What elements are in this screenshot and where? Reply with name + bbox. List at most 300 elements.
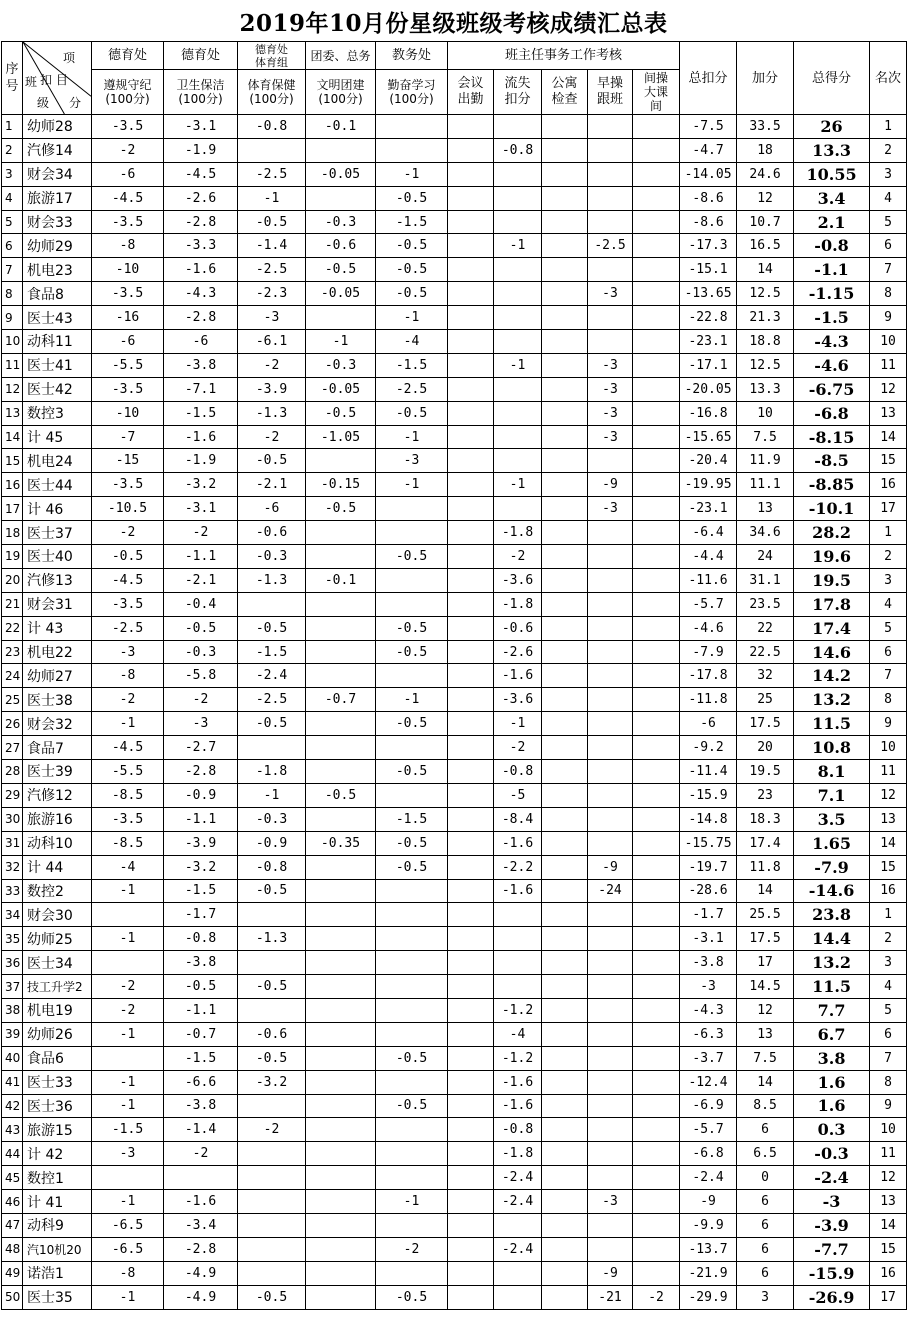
cell-plus: 10 bbox=[737, 401, 794, 425]
cell-total: -3.9 bbox=[794, 1213, 870, 1237]
table-header bbox=[2, 42, 907, 115]
table-row bbox=[2, 879, 907, 903]
header-plus: 加分 bbox=[737, 42, 794, 115]
table-row bbox=[2, 1190, 907, 1214]
cell-plus: 32 bbox=[737, 664, 794, 688]
cell-jiancao bbox=[633, 640, 680, 664]
cell-zunji: -0.5 bbox=[92, 545, 164, 569]
table-row bbox=[2, 903, 907, 927]
cell-wenming: -0.15 bbox=[306, 473, 376, 497]
cell-tiyu: -1.3 bbox=[238, 927, 306, 951]
cell-total: -15.9 bbox=[794, 1261, 870, 1285]
cell-jiancao bbox=[633, 998, 680, 1022]
cell-total-deduction: -8.6 bbox=[680, 186, 737, 210]
cell-gongyu bbox=[542, 1118, 588, 1142]
cell-jiancao bbox=[633, 736, 680, 760]
cell-huiyi bbox=[448, 1094, 494, 1118]
cell-qinfen bbox=[376, 1022, 448, 1046]
table-row bbox=[2, 306, 907, 330]
cell-rank: 6 bbox=[870, 1022, 907, 1046]
cell-class: 机电23 bbox=[23, 258, 92, 282]
cell-wenming: -0.5 bbox=[306, 497, 376, 521]
cell-total: -8.15 bbox=[794, 425, 870, 449]
table-row bbox=[2, 807, 907, 831]
cell-liushi: -1 bbox=[494, 473, 542, 497]
cell-total: -6.75 bbox=[794, 377, 870, 401]
cell-class: 医士33 bbox=[23, 1070, 92, 1094]
table-row bbox=[2, 712, 907, 736]
cell-tiyu: -0.5 bbox=[238, 449, 306, 473]
cell-seq: 29 bbox=[2, 783, 23, 807]
cell-wenming: -0.5 bbox=[306, 783, 376, 807]
cell-plus: 18.3 bbox=[737, 807, 794, 831]
cell-qinfen: -1.5 bbox=[376, 807, 448, 831]
cell-rank: 15 bbox=[870, 855, 907, 879]
cell-qinfen bbox=[376, 115, 448, 139]
table-row bbox=[2, 425, 907, 449]
cell-tiyu: -3.9 bbox=[238, 377, 306, 401]
cell-class: 医士39 bbox=[23, 760, 92, 784]
cell-weisheng: -3.2 bbox=[164, 855, 238, 879]
cell-zaocao bbox=[588, 712, 633, 736]
cell-huiyi bbox=[448, 330, 494, 354]
cell-zunji: -1 bbox=[92, 1285, 164, 1309]
cell-wenming bbox=[306, 1213, 376, 1237]
table-row bbox=[2, 545, 907, 569]
cell-plus: 22 bbox=[737, 616, 794, 640]
cell-plus: 10.7 bbox=[737, 210, 794, 234]
cell-rank: 7 bbox=[870, 664, 907, 688]
cell-tiyu bbox=[238, 736, 306, 760]
cell-wenming bbox=[306, 1118, 376, 1142]
cell-zaocao bbox=[588, 1166, 633, 1190]
cell-class: 计 41 bbox=[23, 1190, 92, 1214]
cell-plus: 23 bbox=[737, 783, 794, 807]
cell-rank: 9 bbox=[870, 712, 907, 736]
cell-weisheng: -3.8 bbox=[164, 1094, 238, 1118]
cell-zunji: -3.5 bbox=[92, 592, 164, 616]
cell-rank: 4 bbox=[870, 186, 907, 210]
cell-plus: 25 bbox=[737, 688, 794, 712]
cell-gongyu bbox=[542, 282, 588, 306]
cell-plus: 24 bbox=[737, 545, 794, 569]
cell-seq: 41 bbox=[2, 1070, 23, 1094]
cell-tiyu: -6.1 bbox=[238, 330, 306, 354]
cell-plus: 6 bbox=[737, 1213, 794, 1237]
cell-class: 数控1 bbox=[23, 1166, 92, 1190]
header-dept-deyu-tiyu: 德育处体育组 bbox=[238, 42, 306, 70]
cell-gongyu bbox=[542, 951, 588, 975]
cell-seq: 43 bbox=[2, 1118, 23, 1142]
cell-weisheng: -1.7 bbox=[164, 903, 238, 927]
cell-weisheng: -4.3 bbox=[164, 282, 238, 306]
cell-liushi: -1.8 bbox=[494, 1142, 542, 1166]
cell-rank: 13 bbox=[870, 807, 907, 831]
cell-tiyu: -2.3 bbox=[238, 282, 306, 306]
cell-zaocao: -3 bbox=[588, 425, 633, 449]
cell-class: 机电19 bbox=[23, 998, 92, 1022]
cell-zaocao bbox=[588, 115, 633, 139]
table-row bbox=[2, 616, 907, 640]
cell-zunji: -3 bbox=[92, 1142, 164, 1166]
table-row bbox=[2, 951, 907, 975]
cell-zaocao bbox=[588, 568, 633, 592]
cell-total: 3.5 bbox=[794, 807, 870, 831]
table-row bbox=[2, 1070, 907, 1094]
cell-qinfen bbox=[376, 951, 448, 975]
cell-class: 医士40 bbox=[23, 545, 92, 569]
cell-total-deduction: -9.2 bbox=[680, 736, 737, 760]
cell-class: 机电22 bbox=[23, 640, 92, 664]
cell-zaocao bbox=[588, 330, 633, 354]
cell-wenming bbox=[306, 306, 376, 330]
cell-zaocao bbox=[588, 210, 633, 234]
cell-total: 7.1 bbox=[794, 783, 870, 807]
cell-total-deduction: -2.4 bbox=[680, 1166, 737, 1190]
cell-weisheng: -3.2 bbox=[164, 473, 238, 497]
cell-rank: 16 bbox=[870, 879, 907, 903]
cell-class: 医士42 bbox=[23, 377, 92, 401]
cell-qinfen bbox=[376, 1118, 448, 1142]
cell-wenming bbox=[306, 951, 376, 975]
cell-jiancao bbox=[633, 712, 680, 736]
cell-wenming bbox=[306, 855, 376, 879]
cell-huiyi bbox=[448, 162, 494, 186]
cell-gongyu bbox=[542, 568, 588, 592]
cell-rank: 2 bbox=[870, 927, 907, 951]
cell-plus: 12.5 bbox=[737, 353, 794, 377]
cell-wenming: -0.05 bbox=[306, 377, 376, 401]
cell-class: 财会32 bbox=[23, 712, 92, 736]
cell-rank: 15 bbox=[870, 449, 907, 473]
cell-jiancao bbox=[633, 831, 680, 855]
cell-huiyi bbox=[448, 521, 494, 545]
cell-wenming bbox=[306, 138, 376, 162]
cell-rank: 13 bbox=[870, 1190, 907, 1214]
cell-total: 13.2 bbox=[794, 688, 870, 712]
cell-seq: 26 bbox=[2, 712, 23, 736]
cell-qinfen: -0.5 bbox=[376, 855, 448, 879]
cell-rank: 2 bbox=[870, 545, 907, 569]
cell-gongyu bbox=[542, 1261, 588, 1285]
cell-huiyi bbox=[448, 282, 494, 306]
cell-liushi: -8.4 bbox=[494, 807, 542, 831]
cell-wenming bbox=[306, 1261, 376, 1285]
cell-wenming bbox=[306, 1190, 376, 1214]
cell-plus: 34.6 bbox=[737, 521, 794, 545]
cell-plus: 11.9 bbox=[737, 449, 794, 473]
cell-total-deduction: -11.4 bbox=[680, 760, 737, 784]
header-dept-tuanwei: 团委、总务 bbox=[306, 42, 376, 70]
cell-plus: 12 bbox=[737, 186, 794, 210]
cell-rank: 6 bbox=[870, 640, 907, 664]
corner-label-bl1: 班 bbox=[25, 75, 38, 89]
cell-rank: 4 bbox=[870, 592, 907, 616]
cell-gongyu bbox=[542, 1285, 588, 1309]
cell-rank: 6 bbox=[870, 234, 907, 258]
cell-wenming bbox=[306, 1046, 376, 1070]
header-item-zaocao: 早操跟班 bbox=[588, 70, 633, 115]
cell-class: 医士41 bbox=[23, 353, 92, 377]
cell-weisheng bbox=[164, 1166, 238, 1190]
cell-wenming: -0.5 bbox=[306, 258, 376, 282]
cell-gongyu bbox=[542, 831, 588, 855]
cell-total: 14.2 bbox=[794, 664, 870, 688]
cell-qinfen: -0.5 bbox=[376, 545, 448, 569]
cell-seq: 14 bbox=[2, 425, 23, 449]
cell-total: 1.6 bbox=[794, 1070, 870, 1094]
table-row bbox=[2, 975, 907, 999]
table-row bbox=[2, 1237, 907, 1261]
cell-wenming: -0.6 bbox=[306, 234, 376, 258]
cell-total: -4.6 bbox=[794, 353, 870, 377]
cell-rank: 7 bbox=[870, 258, 907, 282]
cell-gongyu bbox=[542, 807, 588, 831]
cell-huiyi bbox=[448, 1237, 494, 1261]
cell-zunji: -1 bbox=[92, 927, 164, 951]
cell-zunji: -10 bbox=[92, 401, 164, 425]
cell-tiyu: -0.3 bbox=[238, 807, 306, 831]
cell-huiyi bbox=[448, 234, 494, 258]
cell-tiyu: -0.5 bbox=[238, 1046, 306, 1070]
cell-gongyu bbox=[542, 545, 588, 569]
cell-zaocao bbox=[588, 783, 633, 807]
table-row bbox=[2, 186, 907, 210]
cell-wenming bbox=[306, 640, 376, 664]
cell-jiancao bbox=[633, 855, 680, 879]
cell-total: 19.5 bbox=[794, 568, 870, 592]
cell-tiyu bbox=[238, 1213, 306, 1237]
cell-class: 医士36 bbox=[23, 1094, 92, 1118]
cell-jiancao bbox=[633, 760, 680, 784]
cell-liushi: -1 bbox=[494, 234, 542, 258]
cell-liushi: -1 bbox=[494, 353, 542, 377]
cell-plus: 25.5 bbox=[737, 903, 794, 927]
cell-liushi: -2.6 bbox=[494, 640, 542, 664]
cell-zunji: -2 bbox=[92, 688, 164, 712]
cell-liushi: -1.6 bbox=[494, 1070, 542, 1094]
cell-zunji: -4.5 bbox=[92, 736, 164, 760]
cell-qinfen: -0.5 bbox=[376, 616, 448, 640]
cell-zunji: -6 bbox=[92, 330, 164, 354]
cell-weisheng: -2.8 bbox=[164, 1237, 238, 1261]
cell-zunji: -15 bbox=[92, 449, 164, 473]
cell-plus: 31.1 bbox=[737, 568, 794, 592]
cell-total-deduction: -4.7 bbox=[680, 138, 737, 162]
cell-tiyu bbox=[238, 1190, 306, 1214]
cell-plus: 13 bbox=[737, 1022, 794, 1046]
cell-tiyu bbox=[238, 138, 306, 162]
cell-jiancao bbox=[633, 807, 680, 831]
cell-total-deduction: -9.9 bbox=[680, 1213, 737, 1237]
cell-total: 6.7 bbox=[794, 1022, 870, 1046]
cell-zunji: -4.5 bbox=[92, 568, 164, 592]
cell-rank: 3 bbox=[870, 568, 907, 592]
cell-total-deduction: -14.05 bbox=[680, 162, 737, 186]
cell-class: 财会30 bbox=[23, 903, 92, 927]
cell-zaocao bbox=[588, 1118, 633, 1142]
cell-wenming: -0.5 bbox=[306, 401, 376, 425]
cell-wenming bbox=[306, 592, 376, 616]
cell-class: 旅游16 bbox=[23, 807, 92, 831]
cell-tiyu: -1 bbox=[238, 186, 306, 210]
cell-total: -26.9 bbox=[794, 1285, 870, 1309]
cell-liushi bbox=[494, 951, 542, 975]
cell-liushi bbox=[494, 975, 542, 999]
cell-total-deduction: -19.95 bbox=[680, 473, 737, 497]
cell-jiancao bbox=[633, 138, 680, 162]
cell-jiancao bbox=[633, 521, 680, 545]
cell-zaocao: -24 bbox=[588, 879, 633, 903]
cell-weisheng: -6.6 bbox=[164, 1070, 238, 1094]
cell-tiyu: -1 bbox=[238, 783, 306, 807]
cell-jiancao bbox=[633, 282, 680, 306]
cell-qinfen: -1 bbox=[376, 425, 448, 449]
cell-qinfen bbox=[376, 927, 448, 951]
cell-total: -4.3 bbox=[794, 330, 870, 354]
cell-qinfen: -1 bbox=[376, 162, 448, 186]
cell-zaocao bbox=[588, 1022, 633, 1046]
cell-gongyu bbox=[542, 1070, 588, 1094]
score-100-label: (100分) bbox=[389, 92, 434, 106]
cell-wenming bbox=[306, 1237, 376, 1261]
cell-total: 13.3 bbox=[794, 138, 870, 162]
cell-zaocao: -3 bbox=[588, 282, 633, 306]
cell-zaocao bbox=[588, 162, 633, 186]
cell-tiyu: -2 bbox=[238, 425, 306, 449]
cell-liushi bbox=[494, 401, 542, 425]
cell-seq: 40 bbox=[2, 1046, 23, 1070]
cell-weisheng: -0.7 bbox=[164, 1022, 238, 1046]
cell-zaocao bbox=[588, 640, 633, 664]
cell-total-deduction: -15.9 bbox=[680, 783, 737, 807]
cell-seq: 49 bbox=[2, 1261, 23, 1285]
cell-weisheng: -0.3 bbox=[164, 640, 238, 664]
cell-jiancao bbox=[633, 545, 680, 569]
table-row bbox=[2, 927, 907, 951]
cell-tiyu bbox=[238, 903, 306, 927]
cell-total-deduction: -6.8 bbox=[680, 1142, 737, 1166]
cell-liushi bbox=[494, 115, 542, 139]
table-row bbox=[2, 592, 907, 616]
cell-plus: 6 bbox=[737, 1237, 794, 1261]
cell-seq: 22 bbox=[2, 616, 23, 640]
cell-weisheng: -0.4 bbox=[164, 592, 238, 616]
cell-jiancao bbox=[633, 162, 680, 186]
cell-gongyu bbox=[542, 998, 588, 1022]
cell-total: 13.2 bbox=[794, 951, 870, 975]
cell-liushi: -1.8 bbox=[494, 521, 542, 545]
cell-seq: 21 bbox=[2, 592, 23, 616]
table-row bbox=[2, 162, 907, 186]
cell-total-deduction: -6.4 bbox=[680, 521, 737, 545]
cell-total-deduction: -3.7 bbox=[680, 1046, 737, 1070]
cell-jiancao bbox=[633, 1070, 680, 1094]
cell-total: -10.1 bbox=[794, 497, 870, 521]
cell-total-deduction: -13.65 bbox=[680, 282, 737, 306]
cell-zaocao bbox=[588, 1142, 633, 1166]
cell-zunji: -3.5 bbox=[92, 210, 164, 234]
cell-rank: 8 bbox=[870, 282, 907, 306]
cell-seq: 15 bbox=[2, 449, 23, 473]
cell-zunji: -3.5 bbox=[92, 473, 164, 497]
cell-huiyi bbox=[448, 497, 494, 521]
cell-liushi bbox=[494, 425, 542, 449]
cell-tiyu: -6 bbox=[238, 497, 306, 521]
cell-plus: 12 bbox=[737, 998, 794, 1022]
cell-zaocao bbox=[588, 1237, 633, 1261]
cell-seq: 48 bbox=[2, 1237, 23, 1261]
table-row bbox=[2, 1166, 907, 1190]
cell-zunji: -8 bbox=[92, 234, 164, 258]
cell-zunji: -2 bbox=[92, 998, 164, 1022]
cell-seq: 36 bbox=[2, 951, 23, 975]
cell-jiancao bbox=[633, 688, 680, 712]
cell-seq: 24 bbox=[2, 664, 23, 688]
table-row bbox=[2, 831, 907, 855]
cell-rank: 11 bbox=[870, 353, 907, 377]
cell-wenming bbox=[306, 927, 376, 951]
cell-weisheng: -0.8 bbox=[164, 927, 238, 951]
cell-seq: 2 bbox=[2, 138, 23, 162]
cell-plus: 6.5 bbox=[737, 1142, 794, 1166]
cell-total-deduction: -23.1 bbox=[680, 330, 737, 354]
cell-liushi bbox=[494, 903, 542, 927]
cell-plus: 11.8 bbox=[737, 855, 794, 879]
header-dept-deyu1: 德育处 bbox=[92, 42, 164, 70]
cell-qinfen: -0.5 bbox=[376, 1285, 448, 1309]
cell-jiancao bbox=[633, 497, 680, 521]
cell-rank: 4 bbox=[870, 975, 907, 999]
cell-zaocao: -3 bbox=[588, 401, 633, 425]
table-row bbox=[2, 1046, 907, 1070]
cell-class: 医士37 bbox=[23, 521, 92, 545]
cell-total-deduction: -4.4 bbox=[680, 545, 737, 569]
header-item-tiyu: 体育保健 (100分) bbox=[238, 70, 306, 115]
cell-rank: 11 bbox=[870, 760, 907, 784]
cell-liushi bbox=[494, 1213, 542, 1237]
cell-zaocao: -9 bbox=[588, 855, 633, 879]
cell-zunji: -6.5 bbox=[92, 1237, 164, 1261]
cell-zaocao: -9 bbox=[588, 473, 633, 497]
cell-qinfen bbox=[376, 521, 448, 545]
cell-gongyu bbox=[542, 330, 588, 354]
cell-class: 动科11 bbox=[23, 330, 92, 354]
table-row bbox=[2, 1213, 907, 1237]
cell-qinfen: -0.5 bbox=[376, 401, 448, 425]
table-row bbox=[2, 234, 907, 258]
cell-huiyi bbox=[448, 807, 494, 831]
cell-weisheng: -1.4 bbox=[164, 1118, 238, 1142]
cell-total: 19.6 bbox=[794, 545, 870, 569]
cell-gongyu bbox=[542, 927, 588, 951]
cell-jiancao bbox=[633, 592, 680, 616]
table-row bbox=[2, 1022, 907, 1046]
cell-seq: 10 bbox=[2, 330, 23, 354]
cell-total-deduction: -22.8 bbox=[680, 306, 737, 330]
cell-liushi: -3.6 bbox=[494, 568, 542, 592]
table-row bbox=[2, 640, 907, 664]
cell-zaocao bbox=[588, 831, 633, 855]
cell-zaocao bbox=[588, 688, 633, 712]
cell-zunji: -8 bbox=[92, 1261, 164, 1285]
score-100-label: (100分) bbox=[105, 92, 150, 106]
cell-total: -2.4 bbox=[794, 1166, 870, 1190]
cell-huiyi bbox=[448, 210, 494, 234]
cell-total-deduction: -14.8 bbox=[680, 807, 737, 831]
cell-plus: 0 bbox=[737, 1166, 794, 1190]
cell-rank: 10 bbox=[870, 736, 907, 760]
